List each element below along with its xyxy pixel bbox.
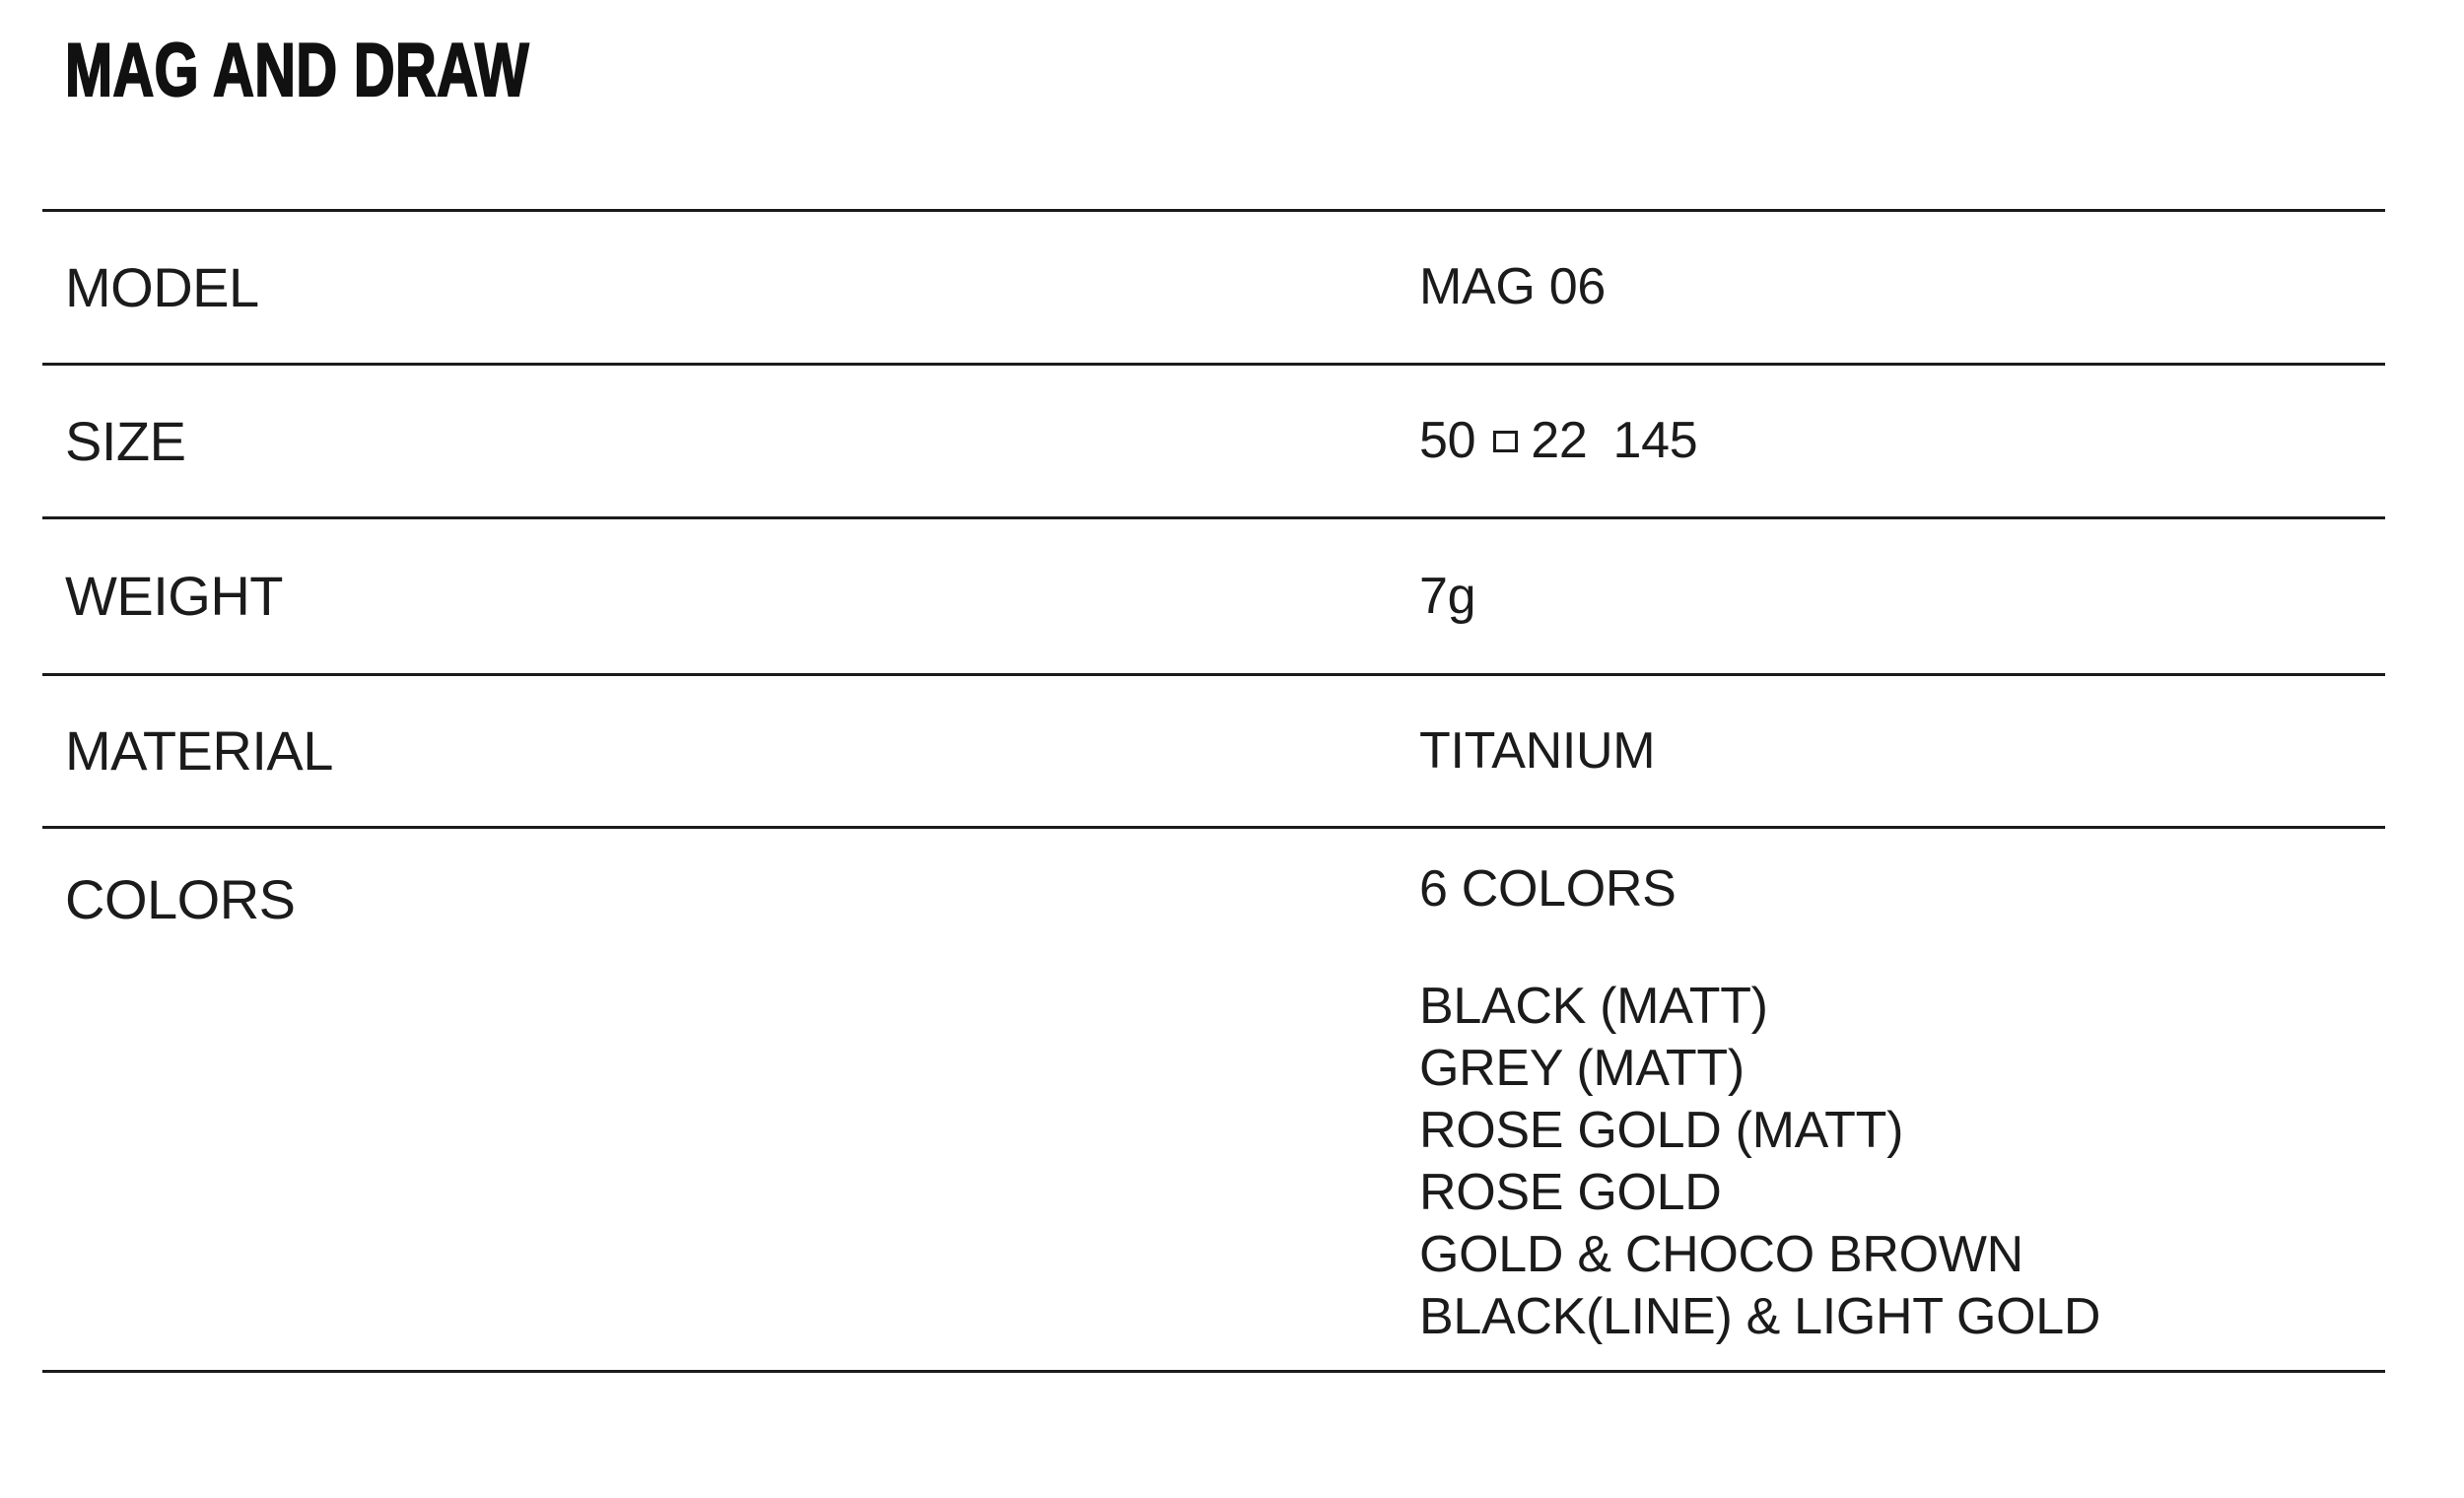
spec-table: [42, 209, 2385, 1373]
spec-row-size: [42, 363, 2385, 516]
colors-value: [1419, 829, 2100, 1348]
square-outline-icon: [1493, 431, 1518, 452]
weight-label: WEIGHT: [65, 565, 283, 628]
model-value: MAG 06: [1419, 258, 1606, 316]
weight-value: 7g: [1419, 567, 1476, 625]
color-option: GOLD & CHOCO BROWN: [1419, 1226, 2023, 1283]
size-bridge: 22: [1531, 412, 1588, 470]
size-label: SIZE: [65, 409, 186, 472]
color-option: GREY (MATT): [1419, 1040, 1745, 1097]
size-value: [1419, 410, 1697, 471]
spec-row-model: [42, 209, 2385, 363]
page-title: MAG AND DRAW: [65, 29, 529, 112]
spec-row-weight: [42, 516, 2385, 673]
size-lens: 50: [1419, 412, 1476, 470]
size-temple: 145: [1612, 412, 1698, 470]
colors-list: [1419, 976, 2100, 1348]
color-option: BLACK(LINE) & LIGHT GOLD: [1419, 1288, 2101, 1345]
spec-row-colors: [42, 826, 2385, 1373]
color-option: ROSE GOLD: [1419, 1164, 1722, 1221]
color-option: BLACK (MATT): [1419, 978, 1768, 1035]
colors-count: 6 COLORS: [1419, 860, 1677, 918]
colors-label: COLORS: [65, 868, 296, 930]
color-option: ROSE GOLD (MATT): [1419, 1102, 1904, 1159]
material-value: TITANIUM: [1419, 721, 1656, 780]
model-label: MODEL: [65, 255, 259, 318]
material-label: MATERIAL: [65, 719, 333, 783]
spec-row-material: [42, 673, 2385, 826]
